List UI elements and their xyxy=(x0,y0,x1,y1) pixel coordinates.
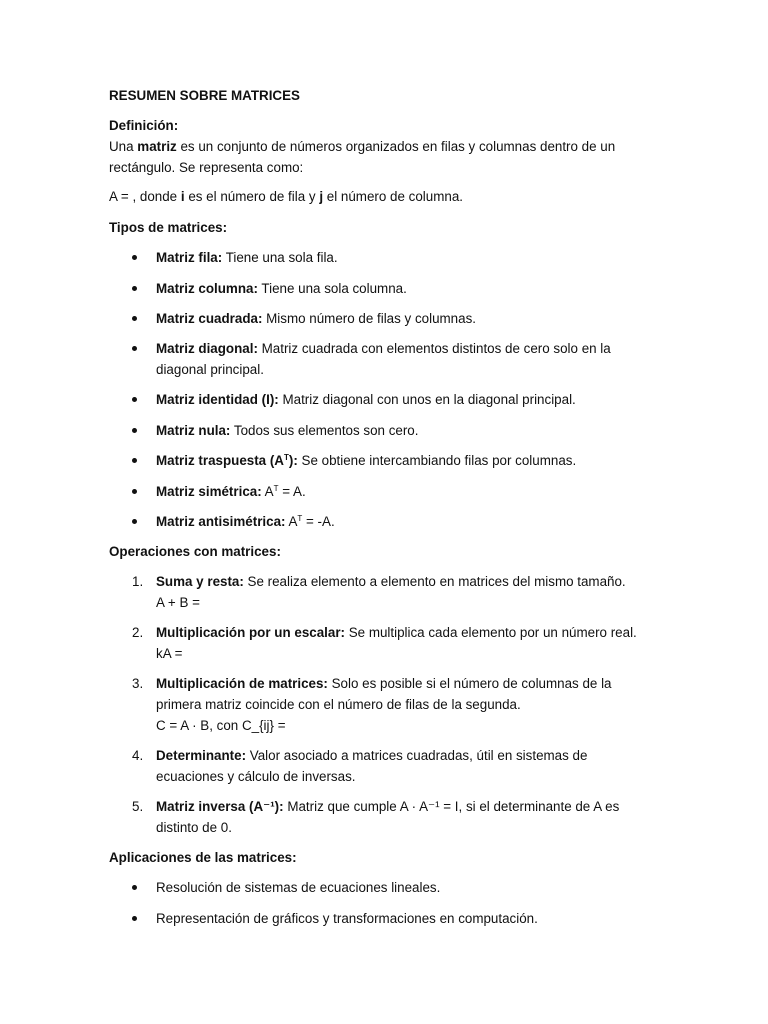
list-item-multiplicacion-escalar: Multiplicación por un escalar: Se multiplica cada elemento por un número real. kA = xyxy=(156,622,666,664)
definition-heading: Definición: xyxy=(109,118,179,133)
bullet-icon xyxy=(131,278,139,299)
operations-heading: Operaciones con matrices: xyxy=(109,544,281,559)
bullet-icon xyxy=(131,308,139,329)
bullet-icon xyxy=(131,450,139,471)
bullet-icon xyxy=(131,908,139,929)
list-number: 4. xyxy=(132,748,144,763)
list-item-matriz-columna: Matriz columna: Tiene una sola columna. xyxy=(156,281,407,296)
list-item-matriz-identidad: Matriz identidad (I): Matriz diagonal con unos en la diagonal principal. xyxy=(156,392,576,407)
definition-notation: A = , donde i es el número de fila y j el número de columna. xyxy=(109,189,463,204)
list-item-matriz-fila: Matriz fila: Tiene una sola fila. xyxy=(156,250,338,265)
formula: kA = xyxy=(156,646,183,661)
types-heading: Tipos de matrices: xyxy=(109,220,228,235)
list-item-determinante: Determinante: Valor asociado a matrices cuadradas, útil en sistemas de ecuaciones y cálculo de inversas. xyxy=(156,748,588,784)
bullet-icon xyxy=(131,247,139,268)
bullet-icon xyxy=(131,389,139,410)
list-item-matriz-nula: Matriz nula: Todos sus elementos son cero. xyxy=(156,423,419,438)
definition-paragraph-line-2: rectángulo. Se representa como: xyxy=(109,160,304,175)
applications-heading: Aplicaciones de las matrices: xyxy=(109,850,297,865)
list-number: 5. xyxy=(132,799,144,814)
bullet-icon xyxy=(131,338,139,359)
list-number: 2. xyxy=(132,625,144,640)
formula: C = A · B, con C_{ij} = xyxy=(156,718,286,733)
document-title: RESUMEN SOBRE MATRICES xyxy=(109,88,300,103)
term-matriz: matriz xyxy=(137,139,177,154)
definition-paragraph-line-1: Una matriz es un conjunto de números organizados en filas y columnas dentro de un xyxy=(109,139,616,154)
list-item-application: Resolución de sistemas de ecuaciones lineales. xyxy=(156,880,441,895)
list-item-matriz-traspuesta: Matriz traspuesta $(A^T)$: Se obtiene intercambiando filas por columnas. xyxy=(156,453,577,468)
list-number: 3. xyxy=(132,676,144,691)
bullet-icon xyxy=(131,420,139,441)
list-item-matriz-cuadrada: Matriz cuadrada: Mismo número de filas y columnas. xyxy=(156,311,476,326)
list-item-matriz-inversa: Matriz inversa (A⁻¹): Matriz que cumple A · A⁻¹ = I, si el determinante de A es distinto de 0. xyxy=(156,799,620,835)
list-item-matriz-diagonal: Matriz diagonal: Matriz cuadrada con elementos distintos de cero solo en la diagonal principal. xyxy=(156,341,611,377)
list-item-multiplicacion-matrices: Multiplicación de matrices: Solo es posible si el número de columnas de la primera matriz coincide con el número de filas de la segunda. C = A · B, con C_{ij} = xyxy=(156,673,666,736)
list-item-suma-resta: Suma y resta: Se realiza elemento a elemento en matrices del mismo tamaño. A + B = xyxy=(156,571,666,613)
list-item-application: Representación de gráficos y transformaciones en computación. xyxy=(156,911,538,926)
list-number: 1. xyxy=(132,574,144,589)
bullet-icon xyxy=(131,877,139,898)
definition-section xyxy=(109,115,669,178)
bullet-icon xyxy=(131,511,139,532)
formula: A + B = xyxy=(156,595,200,610)
bullet-icon xyxy=(131,481,139,502)
list-item-matriz-antisimetrica: Matriz antisimétrica: $A^T = -A$. xyxy=(156,514,335,529)
list-item-matriz-simetrica: Matriz simétrica: $A^T = A$. xyxy=(156,484,306,499)
